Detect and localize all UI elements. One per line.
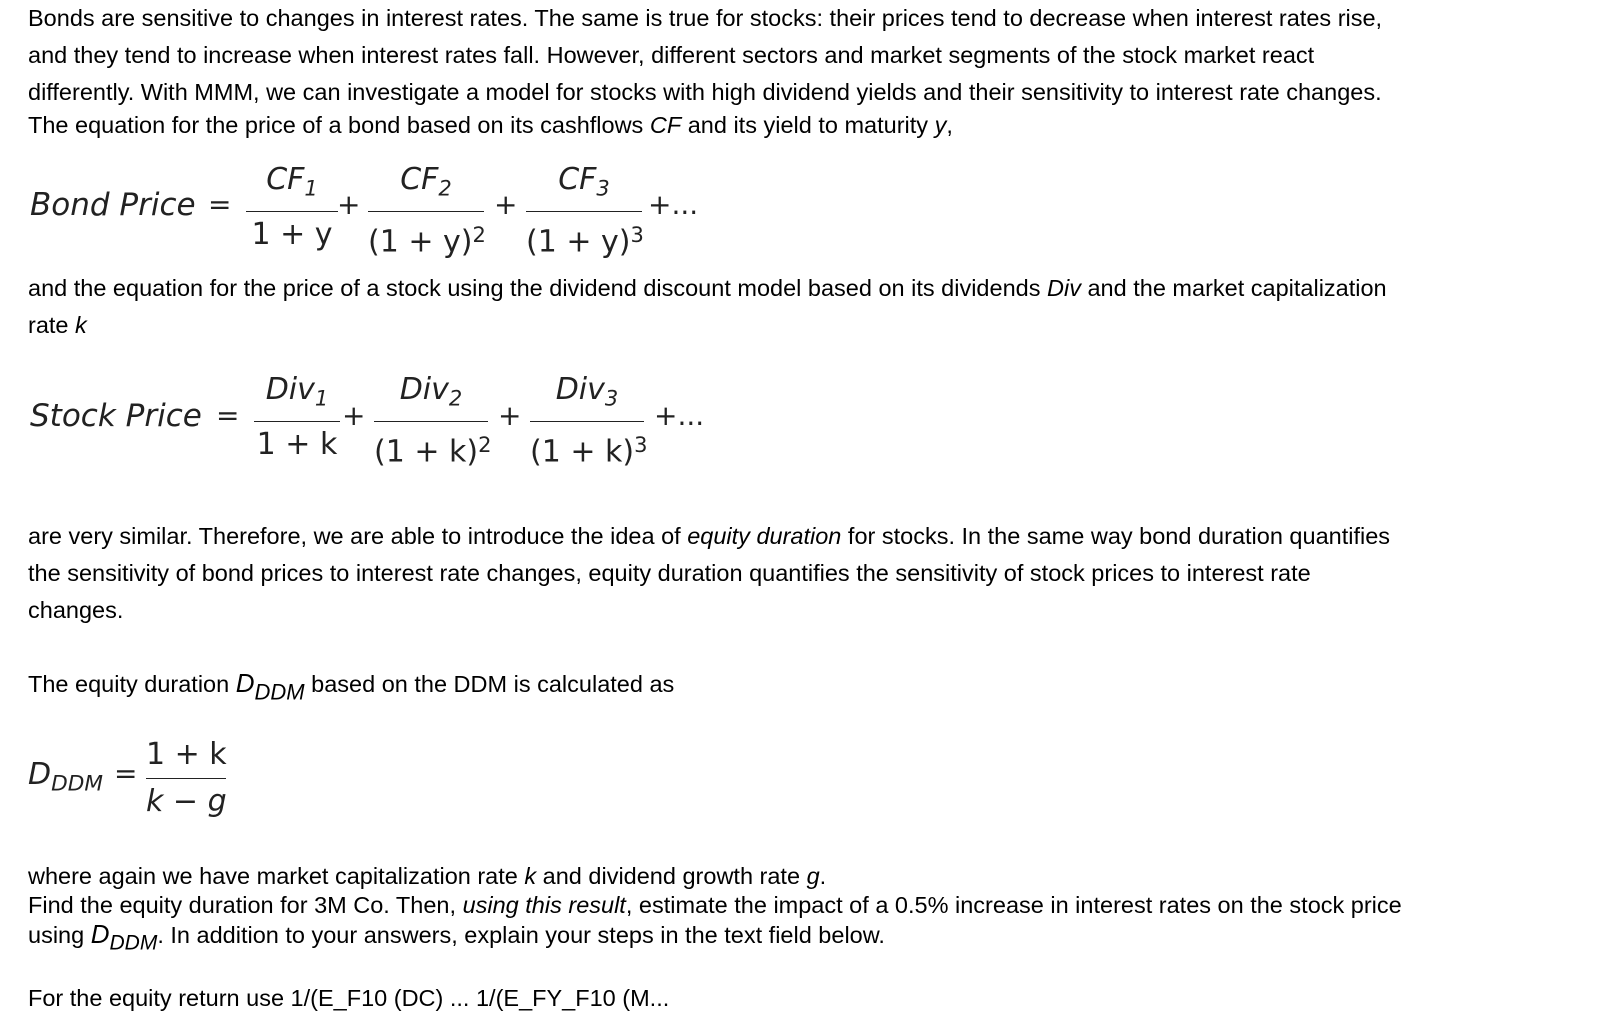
- bond-price-equation: [28, 160, 748, 260]
- task-line: Find the equity duration for 3M Co. Then, using this result, estimate the impact of a 0.5% increase in interest rates on the stock price: [28, 892, 1402, 918]
- duration-fraction: [146, 735, 226, 822]
- stock-term-1: [254, 370, 340, 465]
- where-line: where again we have market capitalization rate k and dividend growth rate g.: [28, 863, 827, 889]
- intro-line: The equation for the price of a bond based on its cashflows CF and its yield to maturity y,: [28, 112, 953, 138]
- numerator: Div$_1$: [265, 372, 329, 411]
- fraction-bar: [526, 211, 642, 212]
- numerator: Div$_3$: [555, 372, 619, 411]
- denominator: $(1 + k)^3$: [530, 433, 648, 470]
- numerator: 1 + k: [146, 737, 227, 772]
- equals-sign: =: [208, 188, 232, 221]
- numerator: $CF_2$: [400, 162, 452, 201]
- similarity-paragraph: [28, 518, 1598, 629]
- fraction-bar: [374, 421, 488, 422]
- stock-price-equation: [28, 370, 748, 470]
- plus-sign: +: [498, 399, 522, 432]
- denominator: $(1 + k)^2$: [374, 433, 492, 470]
- stock-price-label: Stock Price: [30, 398, 202, 434]
- numerator: Div$_2$: [399, 372, 463, 411]
- bond-term-2: [368, 160, 484, 263]
- numerator: $CF_1$: [266, 162, 318, 201]
- intro-line: differently. With MMM, we can investigate a model for stocks with high dividend yields and their sensitivity to interest rate changes.: [28, 79, 1382, 105]
- duration-symbol: $D_{DDM}$: [28, 757, 103, 797]
- fraction-bar: [246, 211, 338, 212]
- denominator: 1 + k: [256, 427, 338, 463]
- intro-line: Bonds are sensitive to changes in interest rates. The same is true for stocks: their prices tend to decrease when interest rates rise,: [28, 5, 1383, 31]
- ddm-paragraph: [28, 270, 1598, 344]
- plus-sign: +: [337, 188, 361, 221]
- fraction-bar: [146, 778, 226, 779]
- task-paragraph: [28, 862, 1598, 957]
- denominator: $(1 + y)^2$: [368, 223, 486, 260]
- stock-term-3: [530, 370, 648, 473]
- cutoff-text-line: For the equity return use 1/(E_F10 (DC) ... 1/(E_FY_F10 (M...: [28, 985, 670, 1011]
- bond-term-1: [246, 160, 338, 255]
- duration-intro: The equity duration $D_{DDM}$ based on the DDM is calculated as: [28, 668, 675, 705]
- plus-sign: +: [342, 399, 366, 432]
- stock-term-2: [374, 370, 492, 473]
- fraction-bar: [368, 211, 484, 212]
- ddm-line: rate k: [28, 312, 87, 338]
- task-line: using $D_{DDM}$. In addition to your answers, explain your steps in the text field below.: [28, 919, 885, 955]
- bond-price-label: Bond Price: [30, 187, 196, 223]
- ellipsis-term: +...: [648, 188, 699, 221]
- fraction-bar: [254, 421, 340, 422]
- similar-line: are very similar. Therefore, we are able to introduce the idea of equity duration for stocks. In the same way bond duration quantifies: [28, 523, 1391, 549]
- fraction-bar: [530, 421, 644, 422]
- intro-paragraph: [28, 0, 1598, 139]
- ellipsis-term: +...: [654, 399, 705, 432]
- bond-term-3: [526, 160, 642, 263]
- ddm-line: and the equation for the price of a stock using the dividend discount model based on its dividends Div and the market capitalization: [28, 275, 1387, 301]
- equals-sign: =: [114, 757, 138, 790]
- denominator: k − g: [146, 784, 227, 819]
- similar-line: the sensitivity of bond prices to interest rate changes, equity duration quantifies the sensitivity of stock prices to interest rate: [28, 560, 1311, 586]
- intro-line: and they tend to increase when interest rates fall. However, different sectors and market segments of the stock market react: [28, 42, 1315, 68]
- plus-sign: +: [494, 188, 518, 221]
- duration-equation: [28, 735, 288, 825]
- similar-line: changes.: [28, 597, 124, 623]
- numerator: $CF_3$: [558, 162, 610, 201]
- equals-sign: =: [216, 399, 240, 432]
- denominator: $(1 + y)^3$: [526, 223, 644, 260]
- denominator: 1 + y: [251, 217, 333, 253]
